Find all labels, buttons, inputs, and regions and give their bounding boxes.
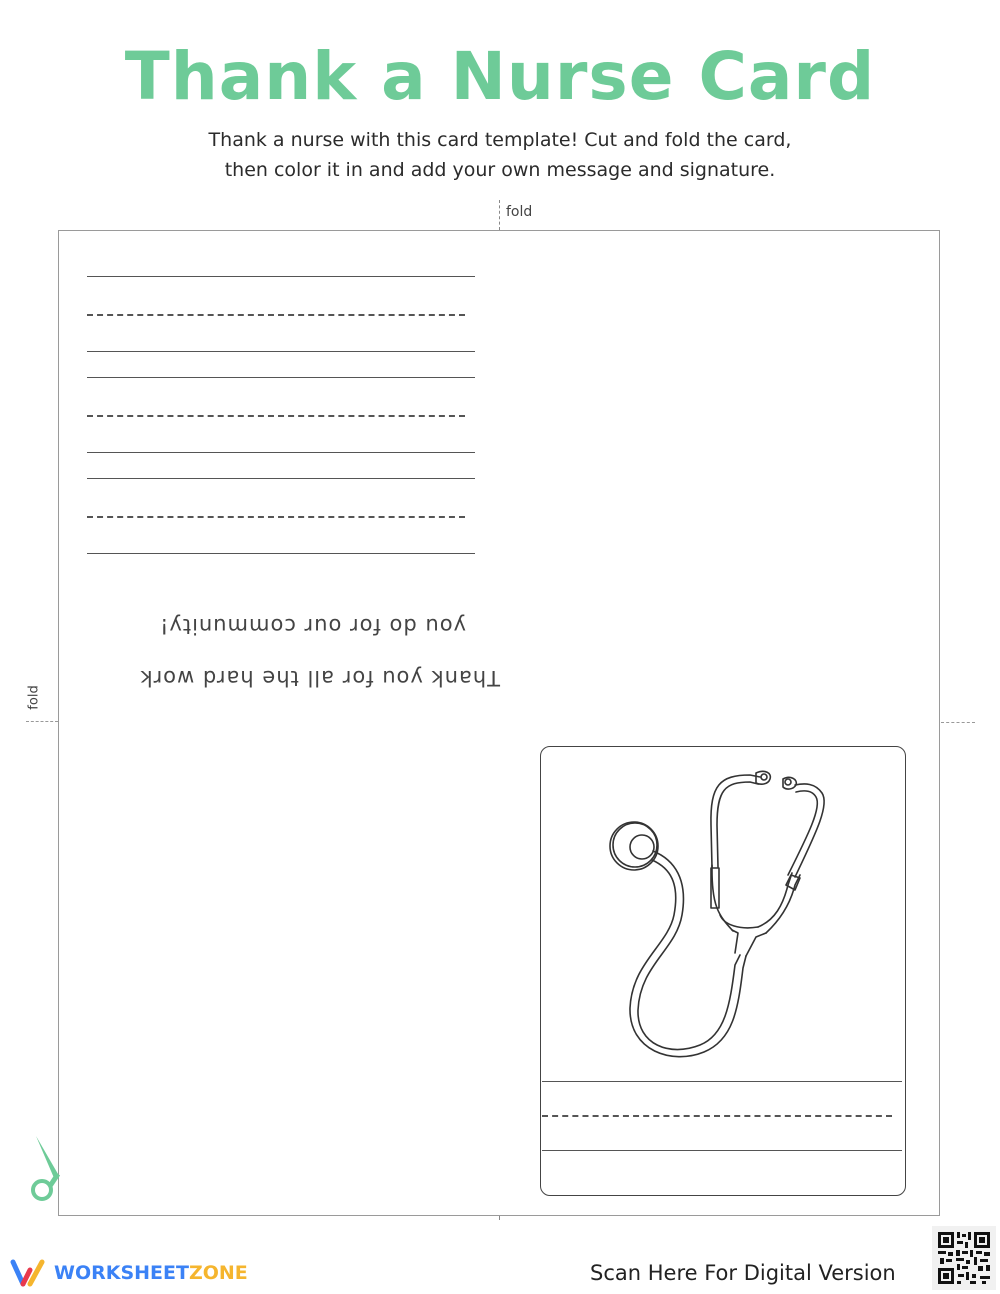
fold-tick-bottom: [499, 1216, 500, 1220]
page-title: Thank a Nurse Card: [124, 38, 876, 115]
stethoscope-icon: [600, 765, 840, 1060]
writing-line-dashed: [87, 314, 465, 316]
fold-guide-left: [26, 721, 58, 722]
fold-guide-right: [941, 722, 975, 723]
writing-line-solid: [87, 478, 475, 479]
inner-message-line-2: you do for our community!: [159, 614, 466, 638]
writing-line-dashed: [87, 415, 465, 417]
writing-line-solid: [87, 276, 475, 277]
worksheet-zone-logo-icon: [10, 1258, 48, 1288]
writing-line-solid: [87, 452, 475, 453]
front-writing-line-dashed: [542, 1115, 892, 1117]
writing-line-dashed: [87, 516, 465, 518]
fold-label-top: fold: [506, 204, 533, 220]
writing-line-solid: [87, 351, 475, 352]
scan-text: Scan Here For Digital Version: [590, 1261, 896, 1285]
worksheet-zone-logo[interactable]: [10, 1258, 248, 1288]
writing-line-solid: [87, 377, 475, 378]
scissors-icon: [28, 1134, 64, 1204]
subtitle-line-2: then color it in and add your own message and signature.: [224, 159, 776, 181]
inner-message-line-1: Thank you for all the hard work: [139, 666, 500, 690]
page-subtitle: [0, 125, 1000, 185]
inner-message: [80, 600, 500, 704]
front-writing-line-solid: [542, 1081, 902, 1082]
fold-guide-vertical: [499, 200, 500, 230]
fold-label-left: fold: [26, 685, 42, 710]
subtitle-line-1: Thank a nurse with this card template! Cut and fold the card,: [208, 129, 792, 151]
front-writing-line-solid: [542, 1150, 902, 1151]
qr-code-icon[interactable]: [932, 1226, 996, 1290]
writing-line-solid: [87, 553, 475, 554]
brand-worksheet: WORKSHEET: [54, 1262, 189, 1284]
brand-zone: ZONE: [188, 1262, 248, 1284]
